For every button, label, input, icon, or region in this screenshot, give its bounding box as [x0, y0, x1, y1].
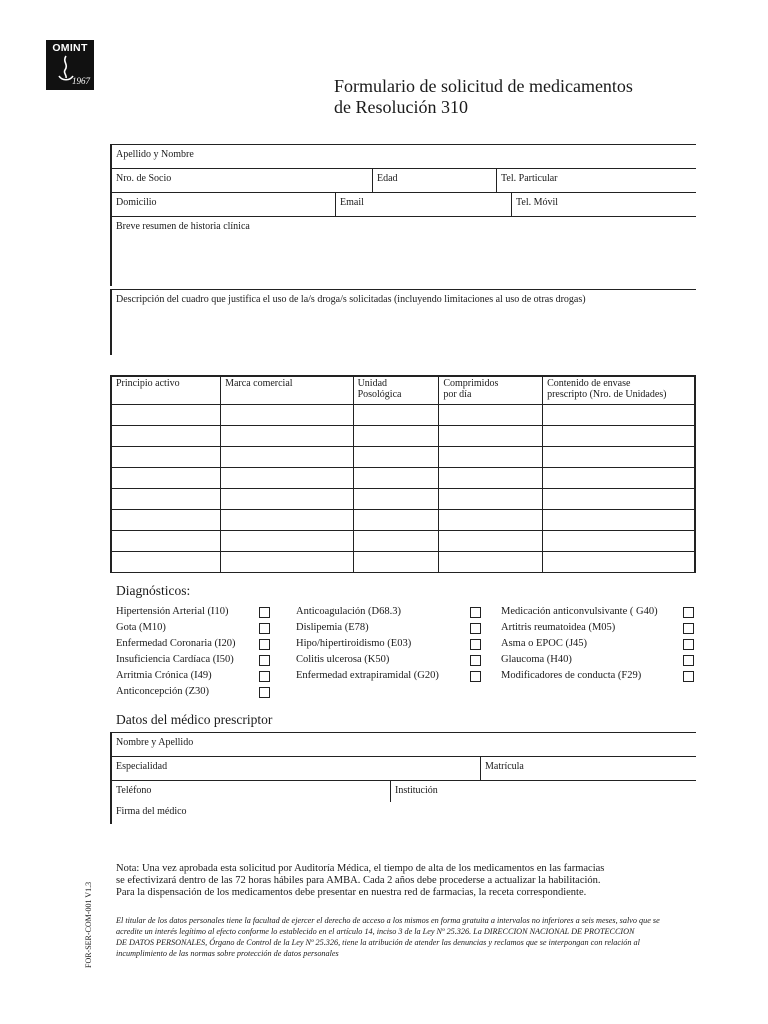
diag-checkbox[interactable]: [470, 607, 481, 618]
field-tel-particular[interactable]: Tel. Particular: [496, 169, 696, 192]
field-descripcion-cuadro[interactable]: Descripción del cuadro que justifica el uso de la/s droga/s solicitadas (incluyendo limitaciones al uso de otras drogas): [110, 289, 696, 355]
diag-checkbox[interactable]: [470, 671, 481, 682]
medico-heading: Datos del médico prescriptor: [116, 712, 273, 727]
diag-checkbox[interactable]: [683, 655, 694, 666]
page-title: Formulario de solicitud de medicamentos de Resolución 310: [334, 76, 633, 117]
diag-checkbox[interactable]: [683, 623, 694, 634]
omint-logo: [46, 40, 94, 90]
logo-brand: OMINT: [52, 42, 88, 54]
table-row: [111, 531, 695, 552]
field-medico-nombre[interactable]: Nombre y Apellido: [110, 732, 696, 756]
diag-checkbox[interactable]: [259, 671, 270, 682]
diag-checkbox[interactable]: [683, 607, 694, 618]
field-matricula[interactable]: Matrícula: [480, 757, 696, 780]
field-tel-movil[interactable]: Tel. Móvil: [511, 193, 696, 216]
table-row: [111, 405, 695, 426]
diag-checkbox[interactable]: [470, 655, 481, 666]
form-code: FOR-SER-COM-001 V1.3: [84, 881, 93, 968]
diag-checkbox[interactable]: [259, 639, 270, 650]
row-telefono: [110, 780, 696, 802]
table-row: [111, 447, 695, 468]
col-principio-activo: Principio activo: [111, 376, 221, 405]
field-apellido-nombre[interactable]: Apellido y Nombre: [110, 144, 696, 168]
field-nro-socio[interactable]: Nro. de Socio: [116, 173, 172, 184]
diag-checkbox[interactable]: [259, 607, 270, 618]
col-contenido-envase: Contenido de envase prescripto (Nro. de Unidades): [543, 376, 695, 405]
diag-checkbox[interactable]: [259, 687, 270, 698]
row-domicilio: [110, 192, 696, 216]
nota-text: Nota: Una vez aprobada esta solicitud por Auditoría Médica, el tiempo de alta de los medicamentos en las farmacias se efectivizará dentro de las 72 horas hábiles para AMBA. Cada 2 años debe procederse a actualizar la habilitación. Para la dispensación de los medicamentos debe presentar en nuestra red de farmacias, la receta correspondiente.: [116, 863, 605, 898]
table-row: [111, 426, 695, 447]
col-marca-comercial: Marca comercial: [221, 376, 353, 405]
diag-checkbox[interactable]: [470, 623, 481, 634]
field-edad[interactable]: Edad: [372, 169, 496, 192]
table-row: [111, 468, 695, 489]
diag-checkbox[interactable]: [683, 671, 694, 682]
logo-year: 1967: [72, 76, 90, 86]
field-institucion[interactable]: Institución: [390, 781, 696, 802]
field-historia-clinica[interactable]: Breve resumen de historia clínica: [110, 216, 696, 286]
diag-checkbox[interactable]: [470, 639, 481, 650]
field-firma-medico[interactable]: Firma del médico: [110, 802, 696, 824]
diag-checkbox[interactable]: [259, 655, 270, 666]
field-telefono[interactable]: Teléfono: [116, 785, 152, 796]
diag-checkbox[interactable]: [259, 623, 270, 634]
field-especialidad[interactable]: Especialidad: [116, 761, 168, 772]
table-row: [111, 489, 695, 510]
field-email[interactable]: Email: [335, 193, 511, 216]
diagnosticos-heading: Diagnósticos:: [116, 583, 191, 598]
legal-disclaimer: El titular de los datos personales tiene la facultad de ejercer el derecho de acceso a los mismos en forma gratuita a intervalos no inferiores a seis meses, salvo que se acredite un interés legítimo al efecto conforme lo establecido en el artículo 14, inciso 3 de la Ley Nº 25.326. La DIRECCION NACIONAL DE PROTECCION DE DATOS PERSONALES, Órgano de Control de la Ley Nº 25.326, tiene la atribución de atender las denuncias y reclamos que se interpongan con relación al incumplimiento de las normas sobre protección de datos personales: [116, 916, 660, 958]
row-socio: [110, 168, 696, 192]
diag-checkbox[interactable]: [683, 639, 694, 650]
col-unidad-posologica: Unidad Posológica: [353, 376, 439, 405]
table-row: [111, 510, 695, 531]
table-header-row: [111, 376, 695, 405]
field-domicilio[interactable]: Domicilio: [116, 197, 157, 208]
row-especialidad: [110, 756, 696, 780]
table-row: [111, 552, 695, 573]
col-comprimidos: Comprimidos por día: [439, 376, 543, 405]
medication-table: [110, 375, 696, 573]
